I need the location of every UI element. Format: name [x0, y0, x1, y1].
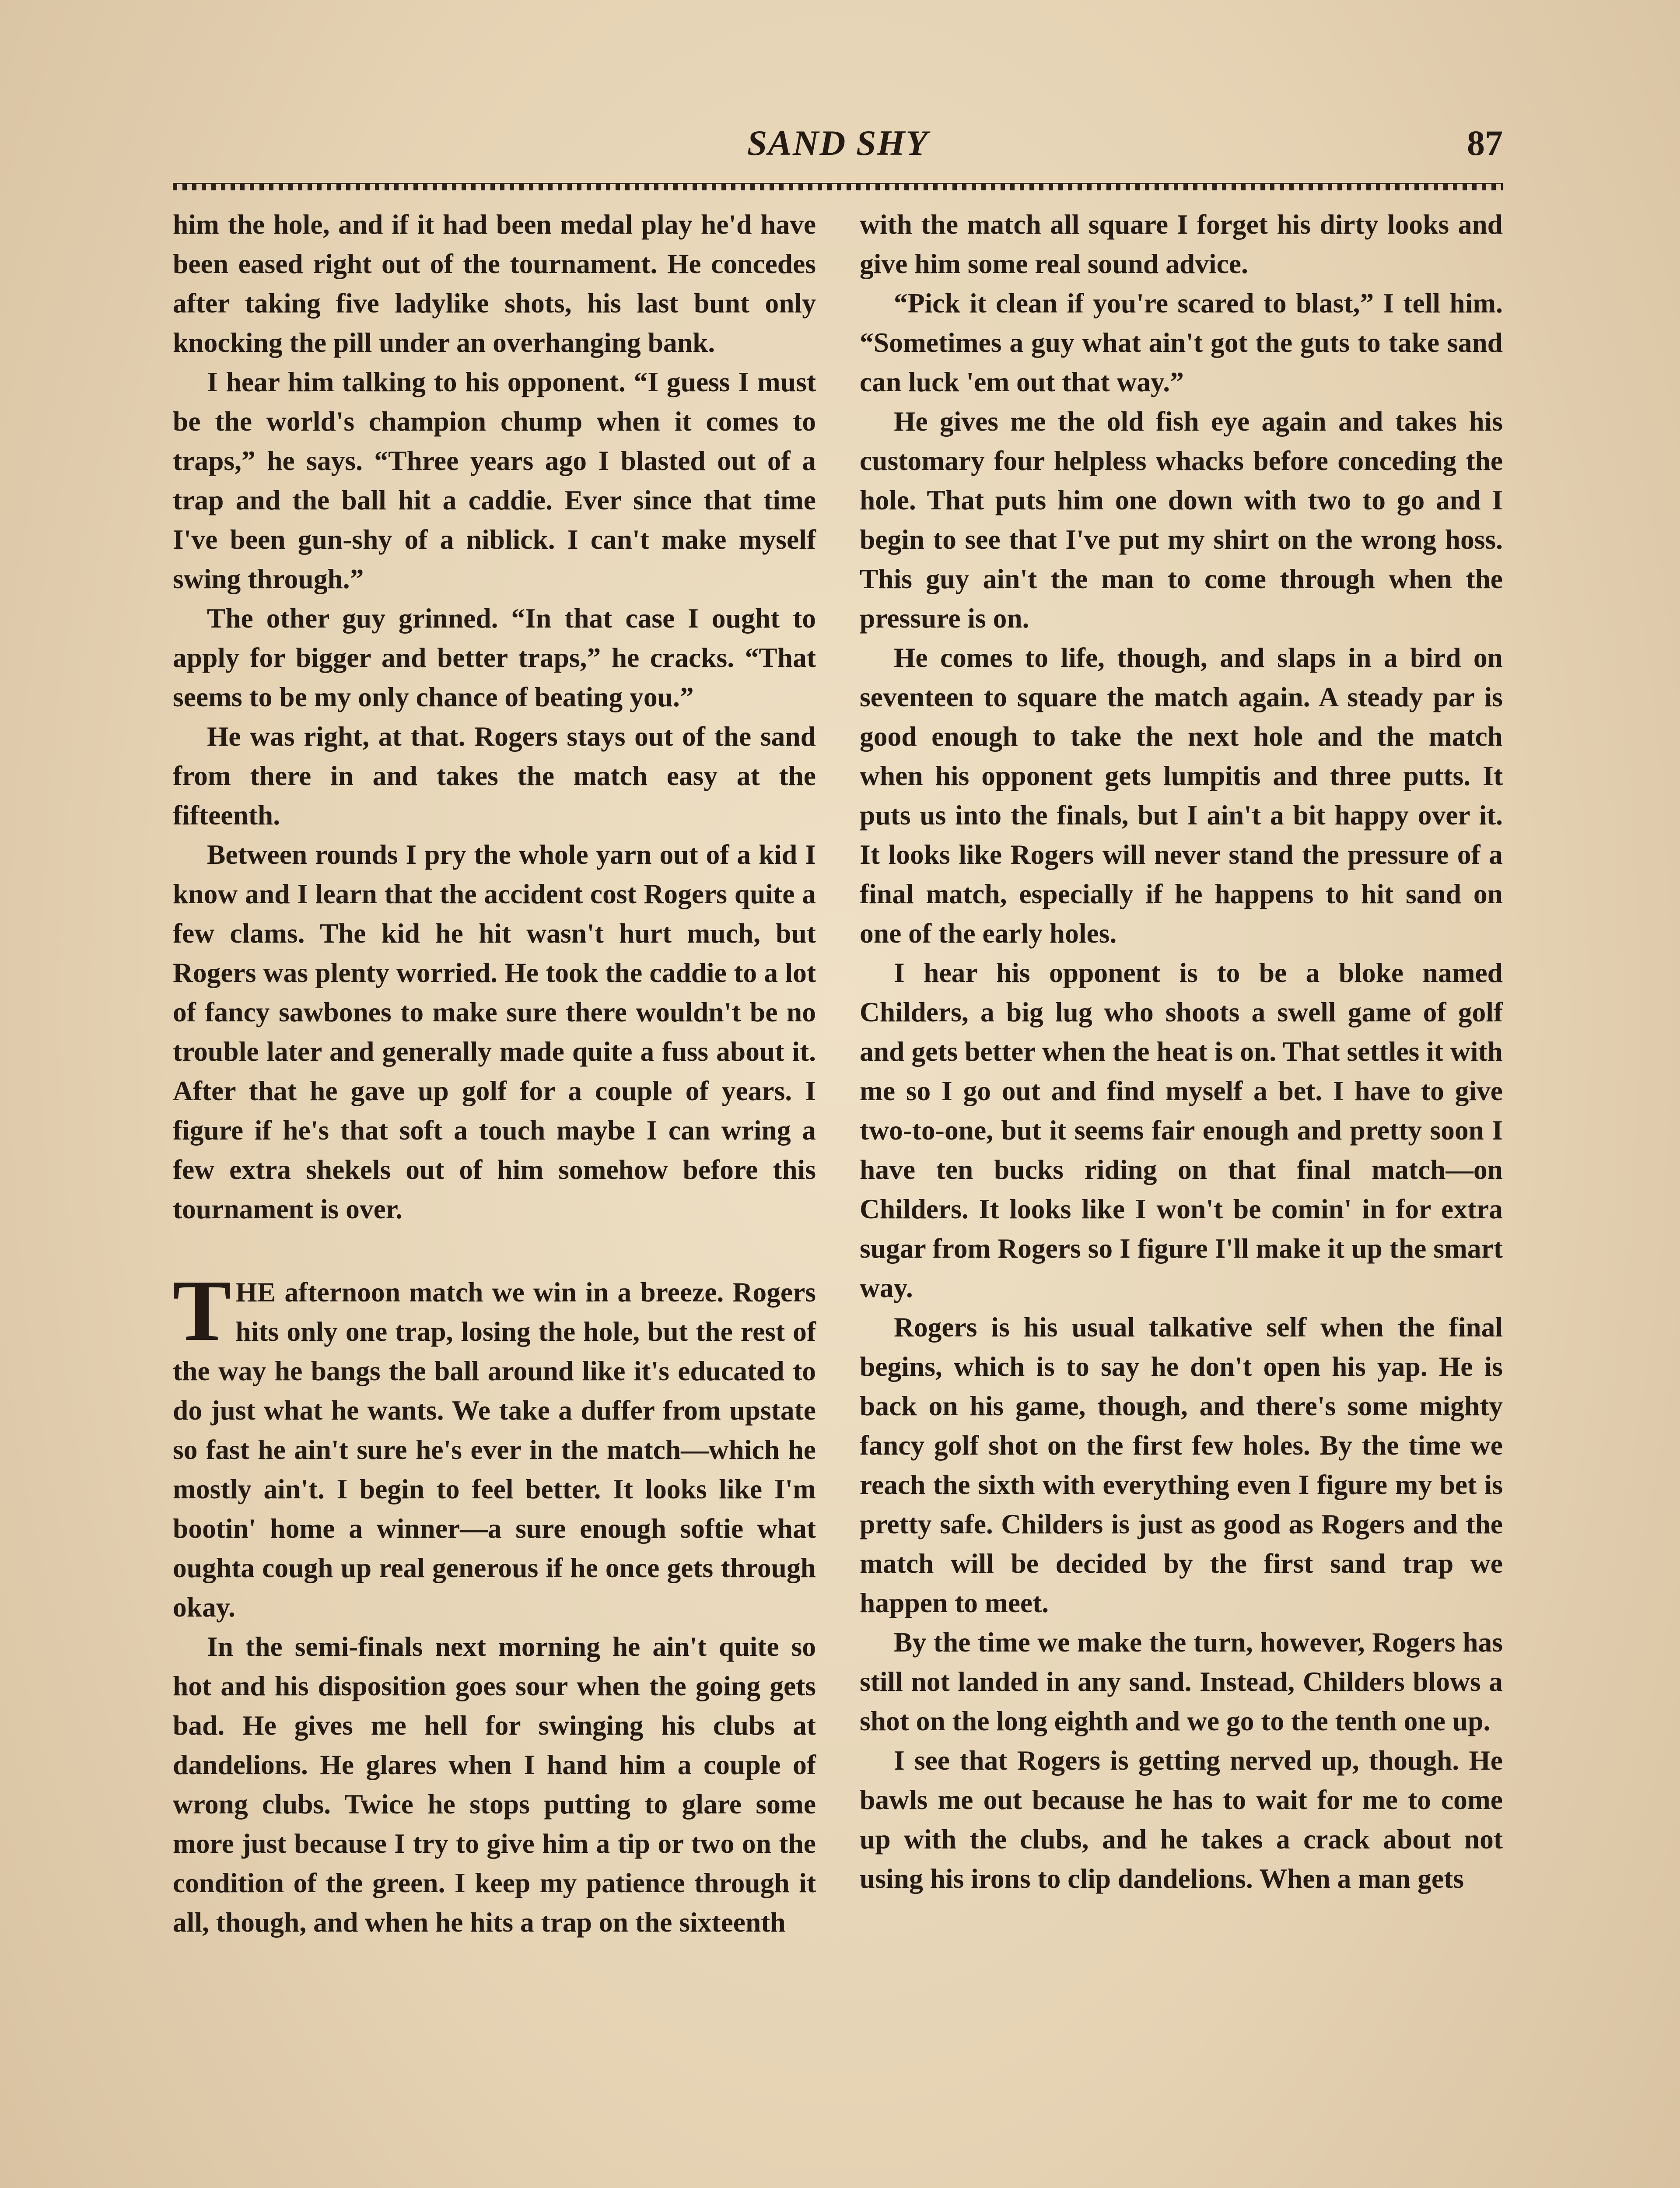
paragraph: I hear him talking to his opponent. “I guess I must be the world's champion chump when it comes to traps,” he says. “Three years ago I blasted out of a trap and the ball hit a caddie. Ever since that time I've been gun-shy of a niblick. I can't make myself swing through.”	[173, 366, 816, 594]
paragraph: I see that Rogers is getting nerved up, though. He bawls me out because he has to wait for me to come up with the clubs, and he takes a crack about not using his irons to clip dandelions. When a man gets	[860, 1745, 1503, 1894]
paragraph: He comes to life, though, and slaps in a bird on seventeen to square the match again. A steady par is good enough to take the next hole and the match when his opponent gets lumpitis and three putts. It puts us into the finals, but I ain't a bit happy over it. It looks like Rogers will never stand the pressure of a final match, especially if he happens to hit sand on one of the early holes.	[860, 642, 1503, 949]
page-number: 87	[1467, 123, 1503, 163]
header-rule	[173, 183, 1503, 190]
paragraph: The other guy grinned. “In that case I ought to apply for bigger and better traps,” he cracks. “That seems to be my only chance of beating you.”	[173, 603, 816, 712]
drop-cap: T	[173, 1262, 231, 1359]
right-column	[860, 205, 1503, 1898]
paragraph: Rogers is his usual talkative self when the final begins, which is to say he don't open his yap. He is back on his game, though, and there's some mighty fancy golf shot on the first few holes. By the time we reach the sixth with everything even I figure my bet is pretty safe. Childers is just as good as Rogers and the match will be decided by the first sand trap we happen to meet.	[860, 1311, 1503, 1618]
paragraph: Between rounds I pry the whole yarn out of a kid I know and I learn that the accident cost Rogers quite a few clams. The kid he hit wasn't hurt much, but Rogers was plenty worried. He took the caddie to a lot of fancy sawbones to make sure there wouldn't be no trouble later and generally made quite a fuss about it. After that he gave up golf for a couple of years. I figure if he's that soft a touch maybe I can wring a few extra shekels out of him somehow before this tournament is over.	[173, 839, 816, 1224]
paragraph: He gives me the old fish eye again and takes his customary four helpless whacks before conceding the hole. That puts him one down with two to go and I begin to see that I've put my shirt on the wrong hoss. This guy ain't the man to come through when the pressure is on.	[860, 406, 1503, 634]
paragraph: In the semi-finals next morning he ain't quite so hot and his disposition goes sour when the going gets bad. He gives me hell for swinging his clubs at dandelions. He glares when I hand him a couple of wrong clubs. Twice he stops putting to glare some more just because I try to give him a tip or two on the condition of the green. I keep my patience through it all, though, and when he hits a trap on the sixteenth	[173, 1631, 816, 1938]
paragraph: with the match all square I forget his dirty looks and give him some real sound advice.	[860, 209, 1503, 279]
running-title: SAND SHY	[747, 123, 929, 163]
paragraph-text: HE afternoon match we win in a breeze. Rogers hits only one trap, losing the hole, but the rest of the way he bangs the ball around like it's educated to do just what he wants. We take a duffer from upstate so fast he ain't sure he's ever in the match—which he mostly ain't. I begin to feel better. It looks like I'm bootin' home a winner—a sure enough softie what oughta cough up real generous if he once gets through okay.	[173, 1276, 816, 1623]
section-break	[173, 1229, 816, 1273]
paragraph: By the time we make the turn, however, Rogers has still not landed in any sand. Instead, Childers blows a shot on the long eighth and we go to the tenth one up.	[860, 1627, 1503, 1736]
paragraph: him the hole, and if it had been medal play he'd have been eased right out of the tournament. He concedes after taking five ladylike shots, his last bunt only knocking the pill under an overhanging bank.	[173, 209, 816, 358]
paragraph: I hear his opponent is to be a bloke named Childers, a big lug who shoots a swell game of golf and gets better when the heat is on. That settles it with me so I go out and find myself a bet. I have to give two-to-one, but it seems fair enough and pretty soon I have ten bucks riding on that final match—on Childers. It looks like I won't be comin' in for extra sugar from Rogers so I figure I'll make it up the smart way.	[860, 957, 1503, 1303]
page-header	[173, 123, 1503, 179]
paragraph: He was right, at that. Rogers stays out of the sand from there in and takes the match easy at the fifteenth.	[173, 721, 816, 831]
paragraph: “Pick it clean if you're scared to blast,” I tell him. “Sometimes a guy what ain't got the guts to take sand can luck 'em out that way.”	[860, 288, 1503, 397]
left-column	[173, 205, 816, 1942]
paragraph-with-drop-cap	[173, 1262, 816, 1627]
